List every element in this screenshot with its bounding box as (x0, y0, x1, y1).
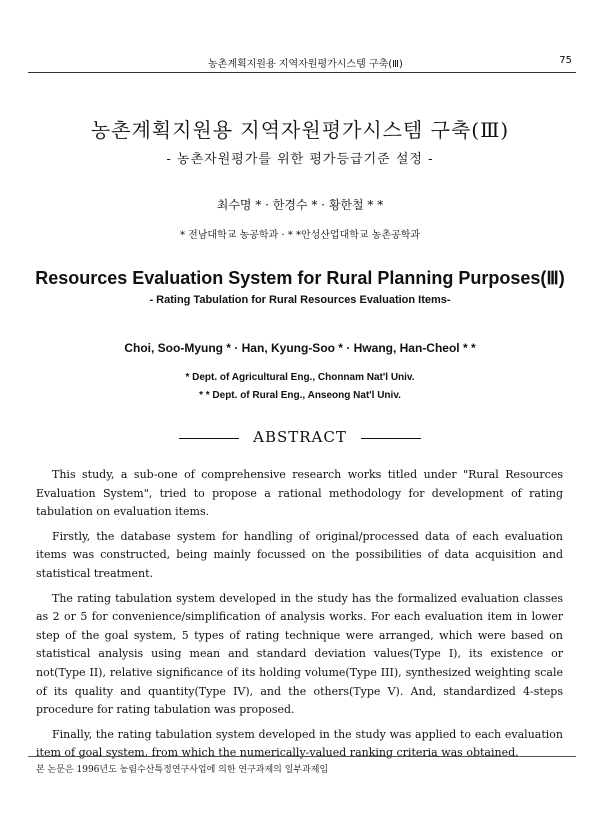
abstract-paragraph: Finally, the rating tabulation system developed in the study was applied to each evaluation item of goal system, from which the numerically-valued ranking criteria was obtained. (36, 727, 563, 760)
korean-affiliations: * 전남대학교 농공학과 · * *안성산업대학교 농촌공학과 (179, 230, 421, 241)
heading-rule-right (361, 438, 421, 439)
abstract-body (36, 466, 563, 769)
english-affiliation-2: * * Dept. of Rural Eng., Anseong Nat'l Univ. (199, 390, 401, 401)
heading-rule-left (179, 438, 239, 439)
footnote: 본 논문은 1996년도 농림수산특정연구사업에 의한 연구과제의 일부과제임 (36, 765, 329, 775)
korean-title: 농촌계획지원용 지역자원평가시스템 구축(Ⅲ) (90, 118, 510, 142)
running-title: 농촌계획지원용 지역자원평가시스템 구축(Ⅲ) (208, 59, 403, 70)
korean-subtitle: - 농촌자원평가를 위한 평가등급기준 설정 - (166, 152, 434, 167)
abstract-heading-text: ABSTRACT (253, 428, 347, 446)
english-title: Resources Evaluation System for Rural Planning Purposes(Ⅲ) (35, 268, 565, 288)
english-subtitle: - Rating Tabulation for Rural Resources Evaluation Items- (149, 294, 451, 306)
english-affiliation-1: * Dept. of Agricultural Eng., Chonnam Nat'l Univ. (185, 372, 415, 383)
english-authors: Choi, Soo-Myung * · Han, Kyung-Soo * · Hwang, Han-Cheol * * (124, 341, 476, 355)
korean-authors: 최수명 * · 한경수 * · 황한철 * * (216, 198, 384, 212)
footnote-rule (28, 756, 576, 757)
running-header (28, 52, 576, 73)
abstract-paragraph: This study, a sub-one of comprehensive research works titled under "Rural Resources Evaluation System", tried to propose a rational methodology for development of rating tabulation on evaluation items. (36, 468, 563, 519)
abstract-paragraph: The rating tabulation system developed in the study has the formalized evaluation classes as 2 or 5 for convenience/simplification of analysis works. For each evaluation item in lower step of the goal system, 5 types of rating technique were arranged, which were based on statistical analysis using mean and standard deviation values(Type I), its existence or not(Type II), relative significance of its holding volume(Type III), synthesized weighting scale of its quality and quantity(Type IV), and the others(Type V). And, standardized 4-steps procedure for rating tabulation was proposed. (36, 591, 563, 717)
abstract-paragraph: Firstly, the database system for handling of original/processed data of each evaluation items was constructed, being mainly focussed on the possibilities of data acquisition and statistical treatment. (36, 529, 563, 580)
abstract-heading (0, 428, 600, 446)
page-number: 75 (559, 55, 572, 66)
